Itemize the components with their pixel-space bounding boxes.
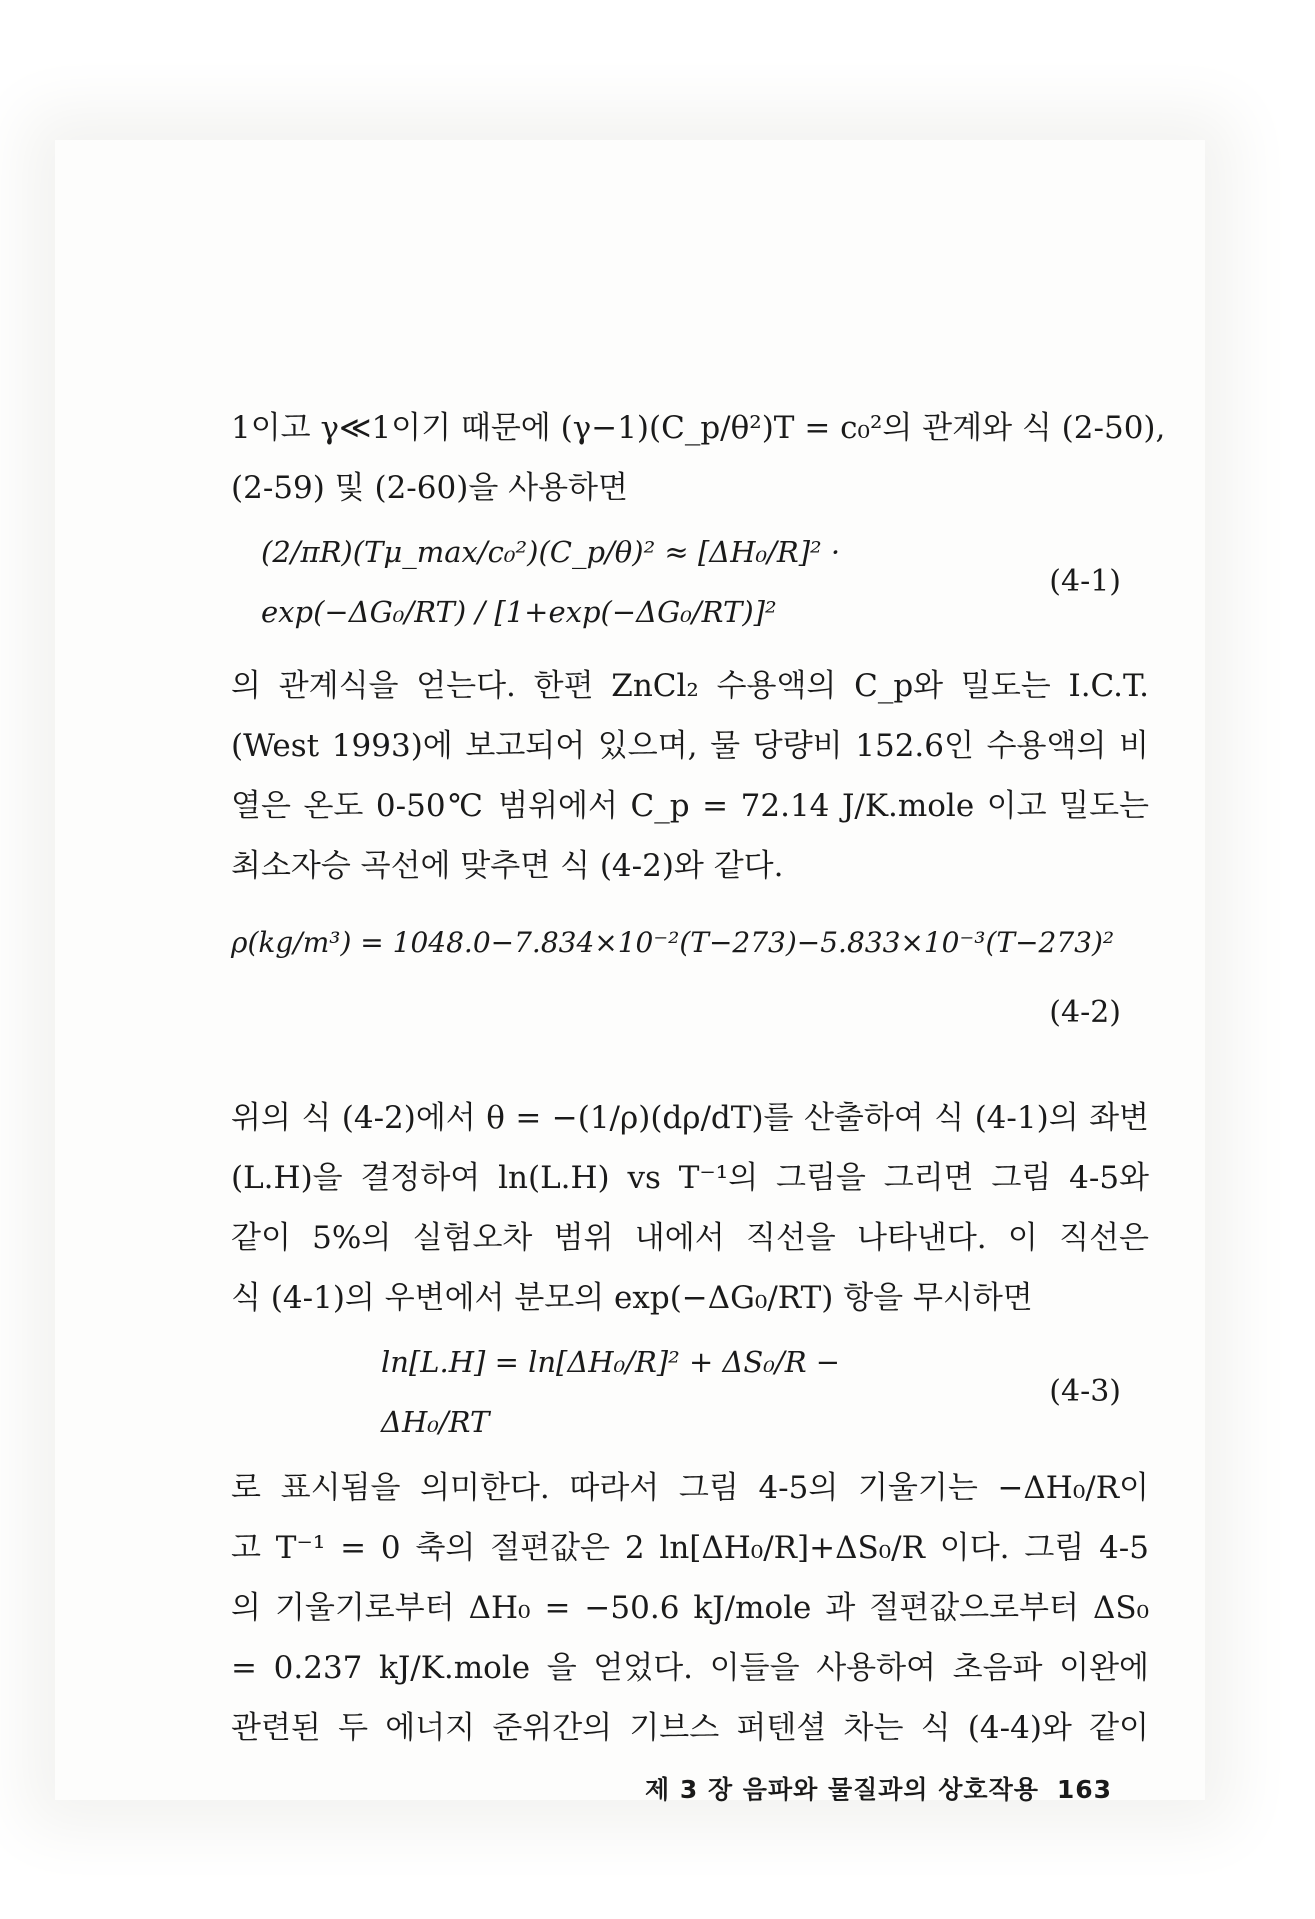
paragraph-3: [231, 1088, 1149, 1328]
text-line: 식 (4-1)의 우변에서 분모의 exp(−ΔG₀/RT) 항을 무시하면: [231, 1280, 1033, 1316]
equation-4-2-number: (4-2): [1049, 995, 1121, 1030]
page-number: 163: [1056, 1775, 1113, 1804]
text-line: (2-59) 및 (2-60)을 사용하면: [231, 470, 628, 506]
equation-4-1-number: (4-1): [1049, 564, 1121, 599]
equation-4-3-number: (4-3): [1049, 1374, 1121, 1409]
text-line: 1이고 γ≪1이기 때문에 (γ−1)(C_p/θ²)T = c₀²의 관계와 식 (2-50),: [231, 410, 1166, 446]
text-line: 로 표시됨을 의미한다. 따라서 그림 4-5의 기울기는 −ΔH₀/R이: [231, 1470, 1149, 1506]
book-page: [55, 140, 1205, 1804]
text-line: = 0.237 kJ/K.mole 을 얻었다. 이들을 사용하여 초음파 이완에: [231, 1650, 1149, 1686]
equation-4-1-formula: (2/πR)(Tμ_max/c₀²)(C_p/θ)² ≈ [ΔH₀/R]² · exp(−ΔG₀/RT) / [1+exp(−ΔG₀/RT)]²: [261, 535, 841, 629]
equation-4-2-formula: ρ(kg/m³) = 1048.0−7.834×10⁻²(T−273)−5.833×10⁻³(T−273)²: [231, 926, 1115, 959]
text-line: 의 기울기로부터 ΔH₀ = −50.6 kJ/mole 과 절편값으로부터 ΔS₀: [231, 1590, 1149, 1626]
equation-4-2: [231, 908, 1149, 978]
page-footer: [645, 1770, 1112, 1806]
equation-4-1: [231, 528, 1149, 636]
text-line: 고 T⁻¹ = 0 축의 절편값은 2 ln[ΔH₀/R]+ΔS₀/R 이다. 그림 4-5: [231, 1530, 1149, 1566]
text-line: 같이 5%의 실험오차 범위 내에서 직선을 나타낸다. 이 직선은: [231, 1220, 1149, 1256]
text-line: (West 1993)에 보고되어 있으며, 물 당량비 152.6인 수용액의 비: [231, 728, 1149, 764]
text-line: 최소자승 곡선에 맞추면 식 (4-2)와 같다.: [231, 848, 784, 884]
text-line: (L.H)을 결정하여 ln(L.H) vs T⁻¹의 그림을 그리면 그림 4-5와: [231, 1160, 1149, 1196]
paragraph-4: [231, 1458, 1149, 1758]
text-line: 위의 식 (4-2)에서 θ = −(1/ρ)(dρ/dT)를 산출하여 식 (4-1)의 좌변: [231, 1100, 1149, 1136]
text-line: 열은 온도 0-50℃ 범위에서 C_p = 72.14 J/K.mole 이고 밀도는: [231, 788, 1149, 824]
paragraph-2: [231, 656, 1149, 896]
text-line: 의 관계식을 얻는다. 한편 ZnCl₂ 수용액의 C_p와 밀도는 I.C.T.: [231, 668, 1149, 704]
text-line: 관련된 두 에너지 준위간의 기브스 퍼텐셜 차는 식 (4-4)와 같이: [231, 1710, 1149, 1746]
equation-4-2-number-row: [231, 978, 1149, 1048]
page-content: [231, 398, 1166, 1758]
chapter-title: 제 3 장 음파와 물질과의 상호작용: [645, 1775, 1039, 1804]
equation-4-3-formula: ln[L.H] = ln[ΔH₀/R]² + ΔS₀/R − ΔH₀/RT: [381, 1345, 841, 1439]
paragraph-1: [231, 398, 1166, 518]
equation-4-3: [231, 1342, 1149, 1442]
